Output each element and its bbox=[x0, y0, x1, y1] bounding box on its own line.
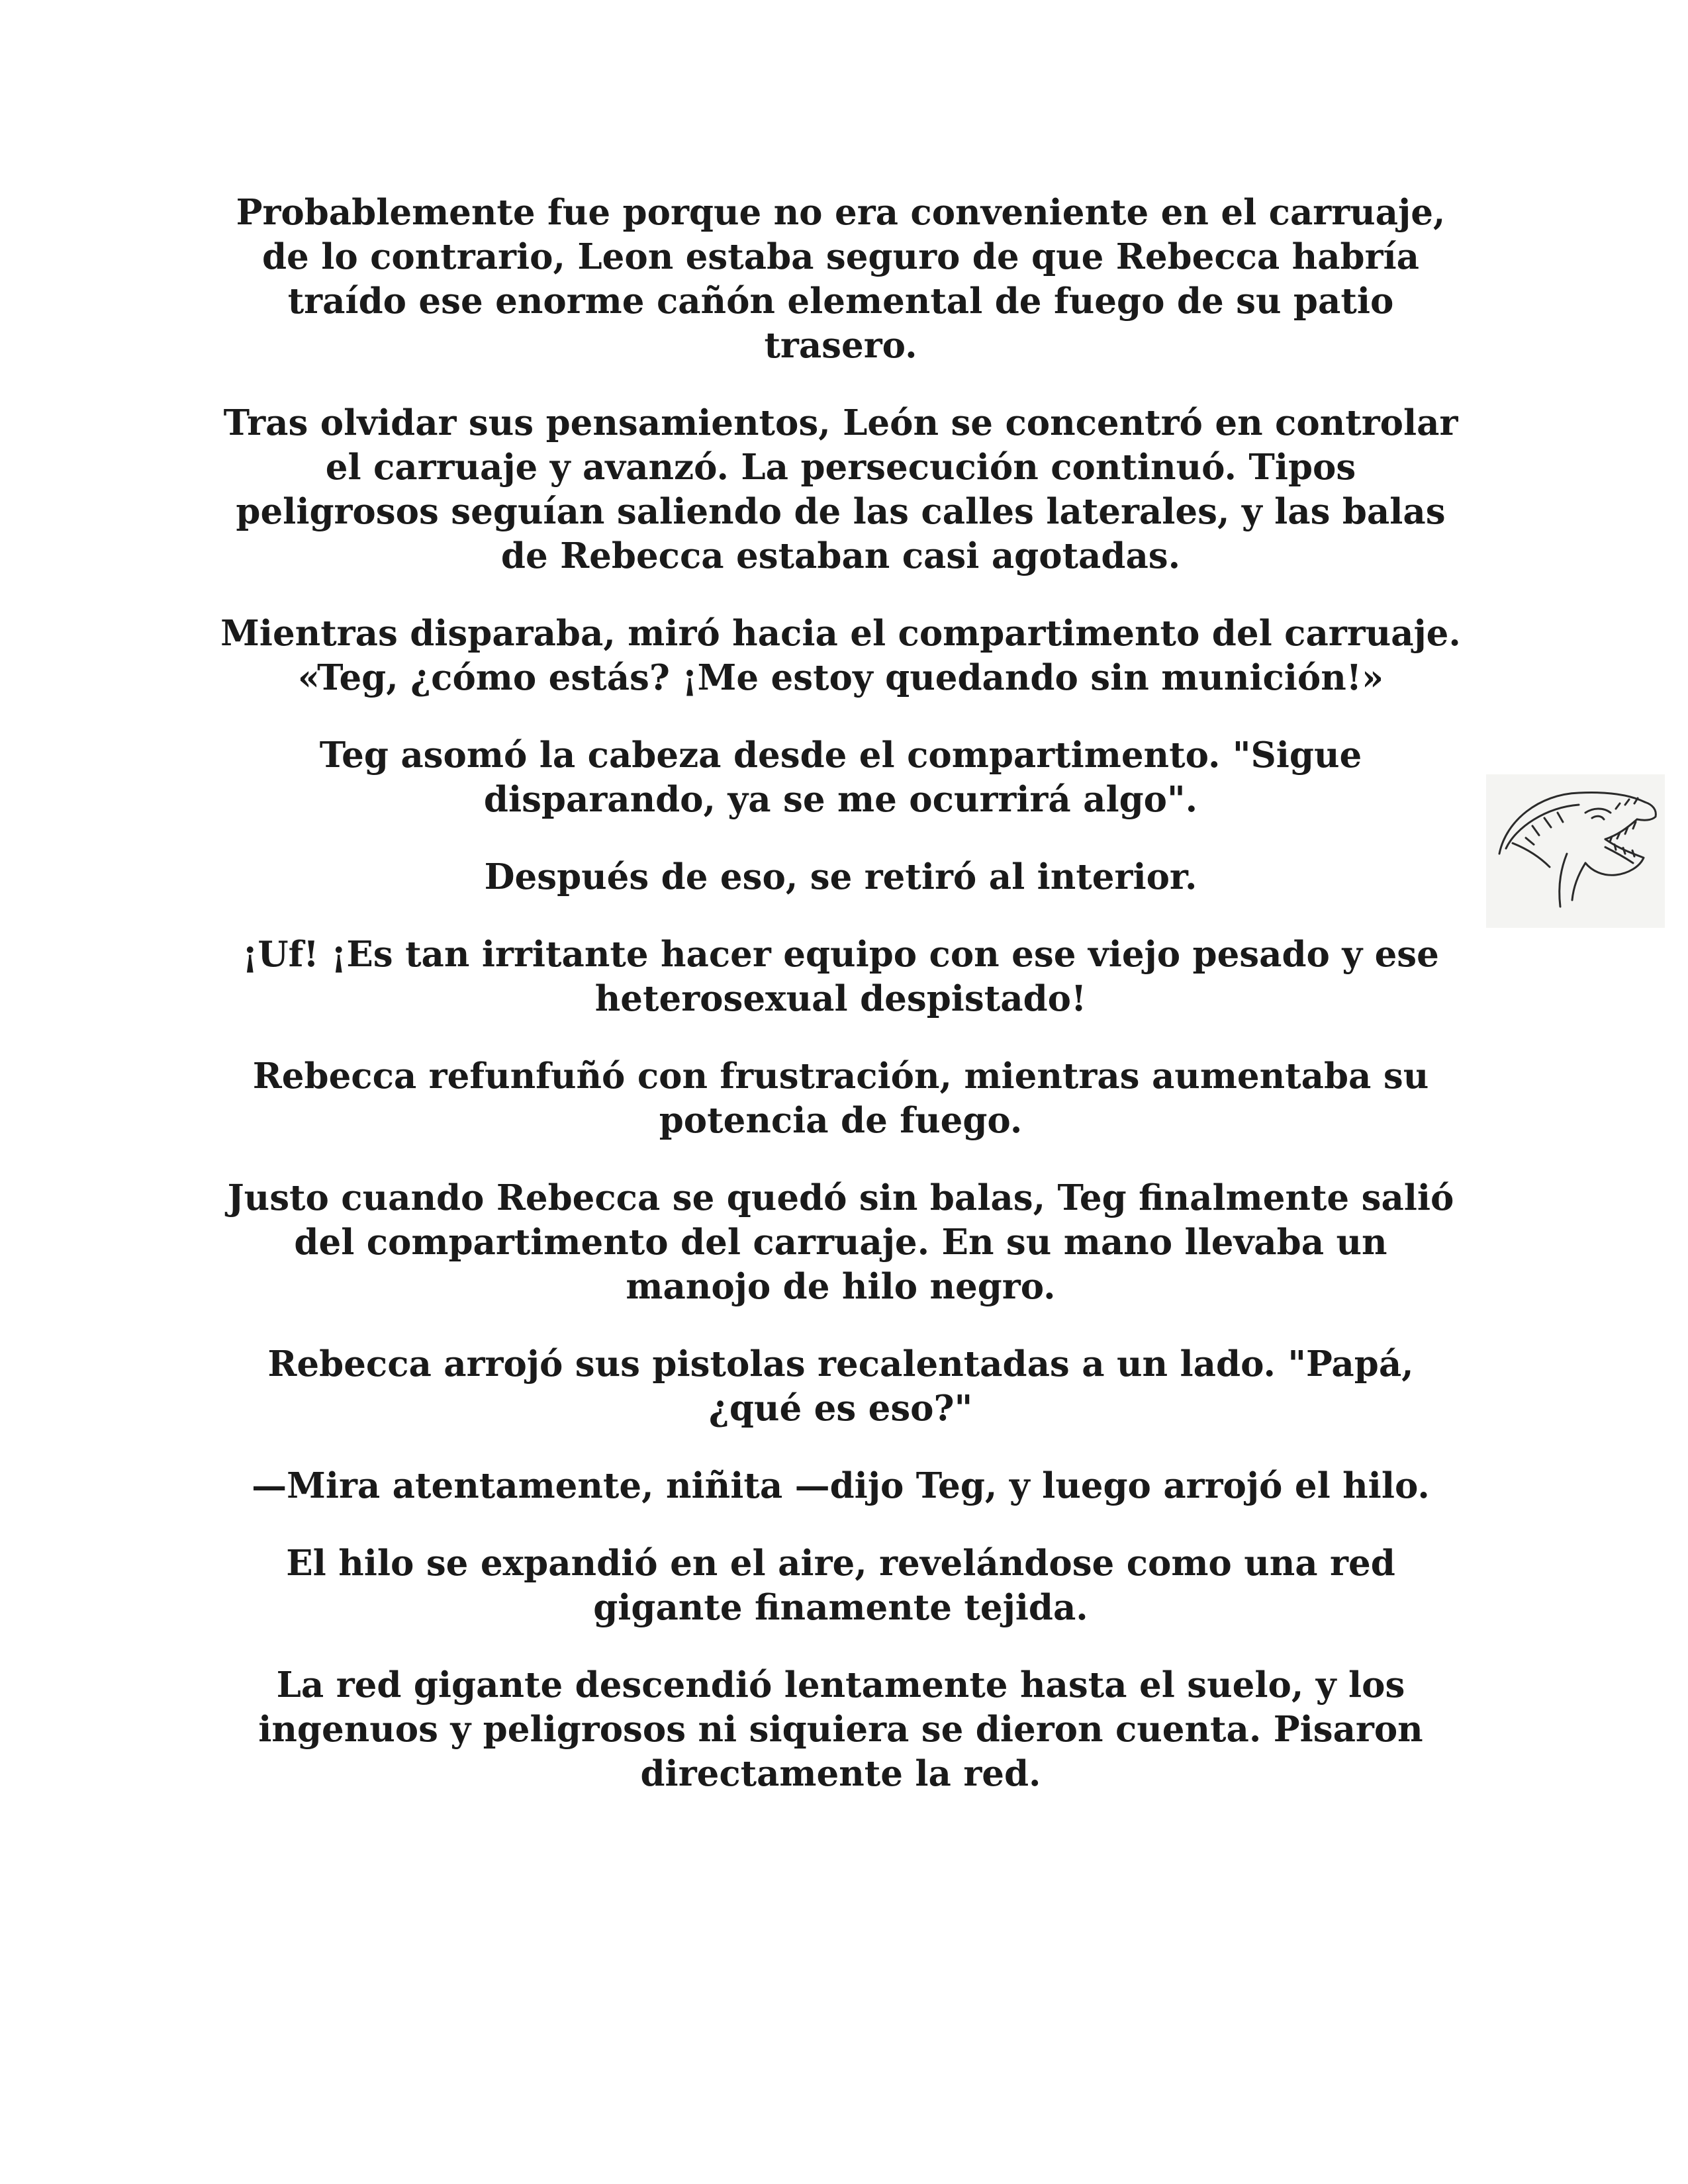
paragraph: —Mira atentamente, niñita —dijo Teg, y luego arrojó el hilo. bbox=[252, 1465, 1430, 1506]
paragraph: Teg asomó la cabeza desde el compartimento. "Sigue disparando, ya se me ocurrirá algo". bbox=[319, 735, 1362, 820]
paragraph: Mientras disparaba, miró hacia el compartimento del carruaje. «Teg, ¿cómo estás? ¡Me estoy quedando sin munición!» bbox=[220, 613, 1461, 698]
paragraph: Tras olvidar sus pensamientos, León se concentró en controlar el carruaje y avanzó. La persecución continuó. Tipos peligrosos seguían saliendo de las calles laterales, y las balas de Rebecca estaban casi agotadas. bbox=[223, 402, 1458, 576]
paragraph: Rebecca arrojó sus pistolas recalentadas a un lado. "Papá, ¿qué es eso?" bbox=[267, 1343, 1414, 1429]
paragraph: El hilo se expandió en el aire, revelándose como una red gigante finamente tejida. bbox=[286, 1543, 1395, 1628]
dinosaur-head-icon bbox=[1486, 774, 1665, 928]
paragraph: ¡Uf! ¡Es tan irritante hacer equipo con ese viejo pesado y ese heterosexual despistado! bbox=[242, 934, 1439, 1019]
paragraph: Justo cuando Rebecca se quedó sin balas, Teg finalmente salió del compartimento del carruaje. En su mano llevaba un manojo de hilo negro. bbox=[227, 1177, 1454, 1307]
paragraph: Después de eso, se retiró al interior. bbox=[484, 856, 1197, 897]
paragraph: La red gigante descendió lentamente hasta el suelo, y los ingenuos y peligrosos ni siquiera se dieron cuenta. Pisaron directamente la red. bbox=[258, 1664, 1423, 1794]
paragraph: Probablemente fue porque no era conveniente en el carruaje, de lo contrario, Leon estaba seguro de que Rebecca habría traído ese enorme cañón elemental de fuego de su patio trasero. bbox=[236, 192, 1446, 366]
story-text bbox=[218, 191, 1463, 1829]
paragraph: Rebecca refunfuñó con frustración, mientras aumentaba su potencia de fuego. bbox=[252, 1056, 1429, 1141]
